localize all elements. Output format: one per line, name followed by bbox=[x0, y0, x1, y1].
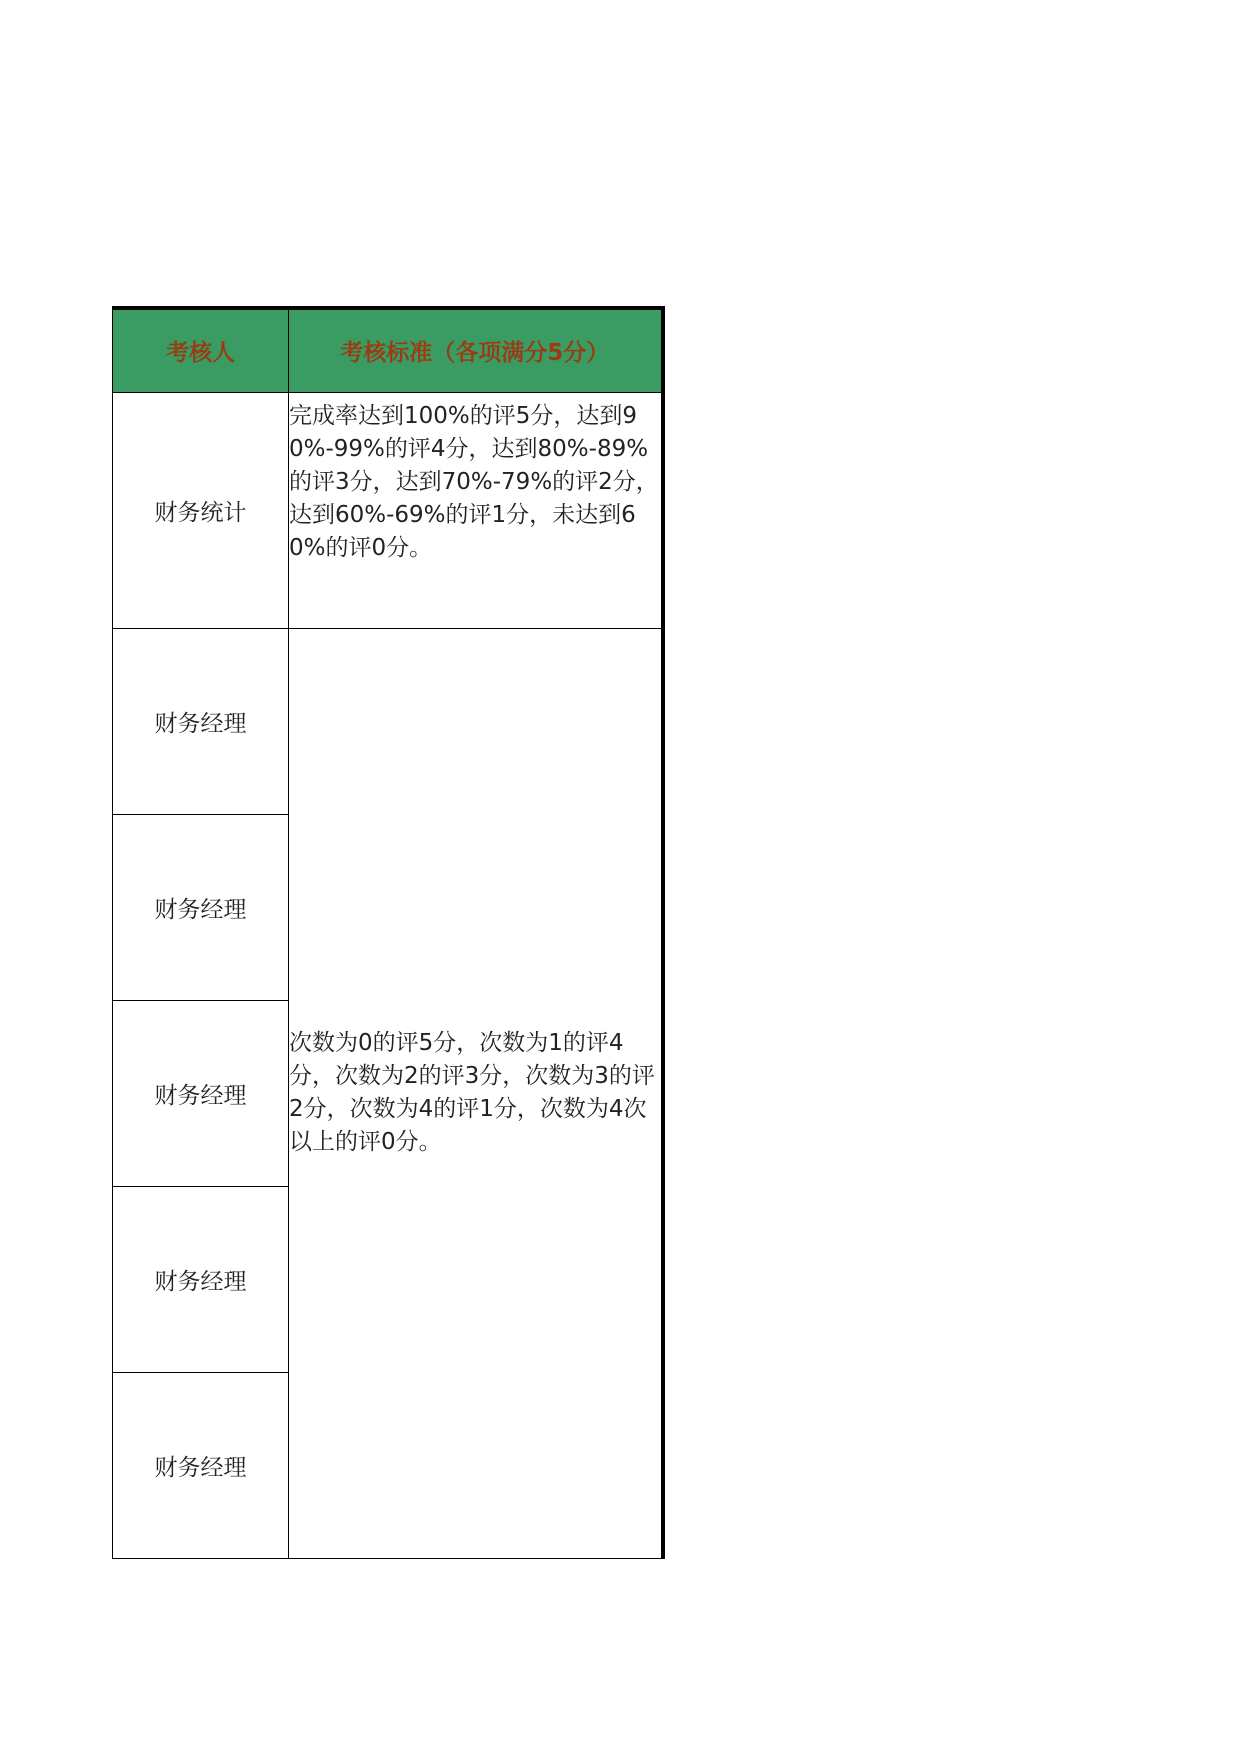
table-row bbox=[113, 628, 663, 814]
reviewer-cell[interactable]: 财务经理 bbox=[113, 628, 289, 814]
criteria-header[interactable]: 考核标准（各项满分5分） bbox=[289, 308, 663, 392]
reviewer-cell[interactable]: 财务经理 bbox=[113, 814, 289, 1000]
criteria-cell-merged[interactable]: 次数为0的评5分，次数为1的评4分，次数为2的评3分，次数为3的评2分，次数为4的评1分，次数为4次以上的评0分。 bbox=[289, 628, 663, 1558]
header-row bbox=[113, 308, 663, 392]
reviewer-cell[interactable]: 财务经理 bbox=[113, 1000, 289, 1186]
reviewer-cell[interactable]: 财务经理 bbox=[113, 1186, 289, 1372]
reviewer-header[interactable]: 考核人 bbox=[113, 308, 289, 392]
table-row bbox=[113, 392, 663, 628]
criteria-cell[interactable]: 完成率达到100%的评5分，达到90%-99%的评4分，达到80%-89%的评3分，达到70%-79%的评2分，达到60%-69%的评1分，未达到60%的评0分。 bbox=[289, 392, 663, 628]
assessment-table bbox=[112, 306, 665, 1559]
reviewer-cell[interactable]: 财务经理 bbox=[113, 1372, 289, 1558]
reviewer-cell[interactable]: 财务统计 bbox=[113, 392, 289, 628]
